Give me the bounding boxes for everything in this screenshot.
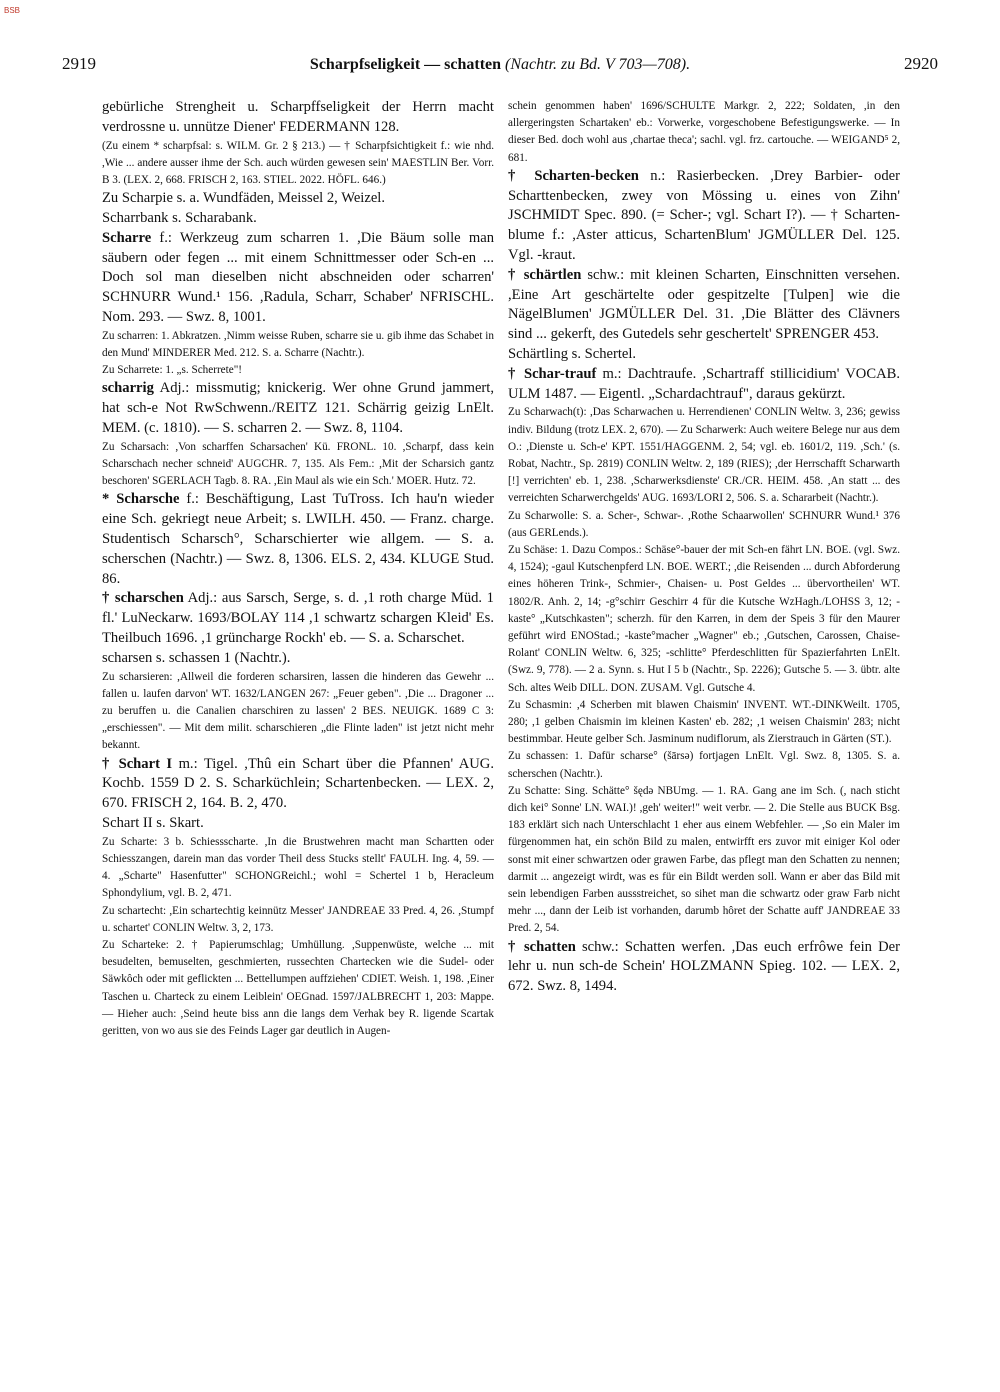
entry-lemma: † schatten (508, 938, 576, 955)
entry-text: schw.: mit kleinen Scharten, Einschnitten versehen. ,Eine Art geschärtelte oder gespitzelte [Tulpen] wie die NägelBlumen' JGMÜLLER Del. 31. ,Die Blätter des Clävners sind ... gekerft, des Gutedels sehr geschertelt' SPRENGER 453. (508, 266, 900, 343)
entry-text: Zu Schasmin: ,4 Scherben mit blawen Chaismin' INVENT. WT.-DINKWeilt. 1705, 280; ,1 gelben Chaismin im kleinen Kasten' eb. 282; ,1 weisen Chaismin' 283; nicht bestimmbar. Heute gelber Sch. Jasminum nudiflorum, als Zierstrauch in Gärten (ST.). (508, 698, 900, 746)
running-head (310, 56, 690, 74)
entry-text: Zu scharsieren: ,Allweil die forderen scharsiren, lassen die hinderen das Gewehr ... fallen u. laufen darvon' WT. 1632/LANGEN 267: „Feuer geben". ,Die ... Dragoner ... zu beruffen u. die Canalien charschiren zu lassen' 2 BES. NEUIGK. 1689 C 3: „erschiessen". — Mit dem milit. scharschieren „die Flinte laden" ist jetzt nicht mehr bekannt. (102, 670, 494, 752)
dictionary-entry (102, 903, 494, 937)
dictionary-entry (102, 439, 494, 491)
entry-text: Schart II s. Skart. (102, 814, 204, 831)
entry-text: Zu Scharwolle: S. a. Scher-, Schwar-. ,Rothe Schaarwollen' SCHNURR Wund.¹ 376 (aus GERLends.). (508, 509, 900, 539)
entry-text: scharsen s. schassen 1 (Nachtr.). (102, 649, 291, 666)
dictionary-entry (102, 490, 494, 589)
dictionary-entry (508, 404, 900, 507)
dictionary-entry (102, 189, 494, 209)
running-note: (Nachtr. zu Bd. V 703—708). (505, 56, 691, 73)
dictionary-entry (102, 814, 494, 834)
dictionary-entry (508, 266, 900, 345)
entry-text: schein genommen haben' 1696/SCHULTE Markgr. 2, 222; Soldaten, ,in den allergeringsten Schartaken' eb.: Vorwerke, vorgeschobene Befestigungswerke. — In dieser Bed. doch wohl aus ,chartae theca'; sachl. vgl. frz. cartouche. — WEIGAND⁵ 2, 681. (508, 100, 900, 164)
dictionary-entry (508, 542, 900, 697)
entry-text: Zu schassen: 1. Dafür scharse° (šārsə) fortjagen LnElt. Vgl. Swz. 8, 1305. S. a. scherschen (Nachtr.). (508, 750, 900, 780)
dictionary-entry (102, 834, 494, 903)
entry-text: Adj.: missmutig; knickerig. Wer ohne Grund jammert, hat sch-e Not RwSchwenn./REITZ 121. Schärrig geizig LnElt. MEM. (c. 1810). — S. scharren 2. — Swz. 8, 1104. (102, 380, 494, 436)
entry-text: Zu Schatte: Sing. Schätte° šędə NBUmg. — 1. RA. Gang ane im Sch. (, nach sticht dich kei° Sonne' LN. WAI.)! ,geh' weiter!" weit verbr. — 2. Die Stelle aus BUCK Bsg. 183 erklärt sich nach Unterschlacht 1 eher aus einem Webfehler. — ,So ein Maler im fürgenommen hat, ein schön Bild zu malen, entwirfft ers zuvor mit einiger Kol oder sonst mit einer schwartzen oder grawen Farbe, das pflegt man den Schatten zu nennen; darmit ... angezeigt wirdt, was es für ein Bildt werden soll. Wann er aber das Bild mit sein lebendigen Farben aussstreichet, so sihet man die schwartz oder graw Farb nicht mehr ..., dann der Leib ist vorhanden, darumb hôret der Schatte auff' JANDREAE 33 Pred. 2, 54. (508, 784, 900, 935)
entry-text: f.: Werkzeug zum scharren 1. ,Die Bäum solle man säubern oder fegen ... mit einem Schnittmesser oder Sch-en ... Doch sol man dieselben nicht abschneiden oder scharren' SCHNURR Wund.¹ 156. ,Radula, Scharr, Schaber' NFRISCHL. Nom. 293. — Swz. 8, 1001. (102, 229, 494, 325)
dictionary-entry (508, 697, 900, 749)
entry-lemma: † Schart I (102, 755, 173, 772)
entry-text: Schärtling s. Schertel. (508, 345, 637, 362)
entry-text: m.: Dachtraufe. ,Schartraff stillicidium' VOCAB. ULM 1487. — Eigentl. „Schardachtrauf", daraus gekürzt. (508, 365, 901, 402)
dictionary-entry (508, 365, 900, 405)
dictionary-entry (102, 649, 494, 669)
entry-text: f.: Beschäftigung, Last TuTross. Ich hau'n wieder eine Sch. gekriegt neue Arbeit; s. LWILH. 450. — Franz. charge. Studentisch Scharsch°, Scharschierter wie allgem. — S. a. scherschen (Nachtr.) — Swz. 8, 1306. ELS. 2, 434. KLUGE Stud. 86. (102, 491, 494, 587)
entry-text: Scharrbank s. Scharabank. (102, 210, 257, 226)
dictionary-entry (102, 589, 494, 648)
entry-text: Zu Scharrete: 1. „s. Scherrete"! (102, 364, 242, 377)
entry-text: Zu Scharteke: 2. † Papierumschlag; Umhüllung. ,Suppenwüste, welche ... mit besudelten, bemuselten, geschmierten, russechten Chartecken wie die Sudel- oder Säwkôch oder mit geflickten ... Bettellumpen auffziehen' CDIET. Weish. 1, 198. ,Einer Taschen u. Charteck zu einem Leiblein' OEGnad. 1597/JALBRECHT 1, 203: Mappe. — Hieher auch: ,Seind heute biss ann die langs dem Verhak bey R. ligende Scartak geritten, von wo aus sie des Feinds Lager gar deutlich in Augen- (102, 938, 494, 1037)
entry-lemma: † Schar-trauf (508, 365, 597, 382)
entry-lemma: † scharschen (102, 590, 184, 607)
dictionary-entry (508, 167, 900, 266)
running-title: Scharpfseligkeit — schatten (309, 56, 502, 73)
entry-text: gebürliche Strengheit u. Scharpffseligkeit der Herrn macht verdrossne u. unnütze Diener' FEDERMANN 128. (102, 99, 494, 135)
entry-text: m.: Tigel. ,Thû ein Schart über die Pfannen' AUG. Kochb. 1559 D 2. S. Scharküchlein; Schartenbecken. — LEX. 2, 670. FRISCH 2, 164. B. 2, 470. (102, 755, 494, 812)
dictionary-entry (102, 328, 494, 362)
dictionary-entry (102, 209, 494, 229)
entry-lemma: † schärtlen (508, 266, 582, 283)
entry-text: Zu Schäse: 1. Dazu Compos.: Schäse°-bauer der mit Sch-en fährt LN. BOE. (vgl. Swz. 4, 1524); -gaul Kutschenpferd LN. BOE. WERT.; ,die Reisenden ... durch Abforderung eines höheren Trink-, Schmier-, Chaisen- u. Post Geldes ... übervortheilen' WT. 1802/R. Anh. 2, 14; -g°schirr Geschirr 4 für die Kutsche WzHagh./LOHSS 3, 12; -kaste° „Kutschkasten"; scherzh. für den Karren, in dem der Speis 3 für den Maurer geführt wird ENOStad.; -kaste°macher „Wagner" eb.; ,Gutschen, Carossen, Chaise-Rolant' CONLIN Weltw. 6, 325; -schlitte° Pferdeschlitten für Spazierfahrten LnElt. (Swz. 9, 778). — 2 a. Synn. s. Hut I 5 b (Nachtr., Sp. 2226); Gutsche 5. — 3. übtr. alte Sch. altes Weib DILL. DON. ZUSAM. Vgl. Gutsche 4. (508, 544, 900, 694)
entry-text: n.: Rasierbecken. ,Drey Barbier- oder Scharttenbecken, zwey von Mössing u. eines von Zihn' JSCHMIDT Spec. 890. (= Scher-; vgl. Schart I?). — † Scharten-blume f.: ,Aster atticus, SchartenBlum' JGMÜLLER Del. 125. Vgl. -kraut. (508, 167, 900, 263)
entry-text: Zu schartecht: ,Ein schartechtig keinnütz Messer' JANDREAE 33 Pred. 4, 26. ,Stumpf u. schartet' CONLIN Weltw. 3, 2, 173. (102, 904, 494, 934)
right-column (508, 98, 900, 997)
entry-text: schw.: Schatten werfen. ,Das euch erfrôwe fein Der lehr u. nun sch-de Schein' HOLZMANN Spieg. 102. — LEX. 2, 672. Swz. 8, 1494. (508, 938, 900, 995)
dictionary-entry (102, 229, 494, 328)
entry-text: Zu Scharsach: ,Von scharffen Scharsachen' Kü. FRONL. 10. ,Scharpf, dass kein Scharschach necher schneid' AUGCHR. 7, 135. Als Fem.: ,Mit der Scharsich gantz beschoren' SGERLACH Tagb. 8. RA. ,Ein Maul als wie ein Sch.' MOER. Hutz. 72. (102, 440, 494, 488)
entry-text: (Zu einem * scharpfsal: s. WILM. Gr. 2 § 213.) — † Scharpfsichtigkeit f.: wie nhd. ,Wie ... andere ausser ihme der Sch. auch würden gewesen sein' MAESTLIN Ber. Vorr. B 3. (LEX. 2, 668. FRISCH 2, 163. STIEL. 2022. HÖFL. 646.) (102, 139, 494, 186)
entry-text: Adj.: aus Sarsch, Serge, s. d. ,1 roth charge Müd. 1 fl.' LuNeckarw. 1693/BOLAY 114 ,1 schwartz schargen Kleid' Es. Theilbuch 1696. ,1 grünchargе Rockh' eb. — S. a. Scharschet. (102, 590, 494, 646)
dictionary-entry (102, 98, 494, 138)
dictionary-entry (102, 379, 494, 438)
dictionary-entry (508, 98, 900, 167)
library-mark: BSB (4, 6, 21, 15)
dictionary-entry (508, 345, 900, 365)
dictionary-entry (102, 138, 494, 190)
dictionary-entry (508, 938, 900, 997)
entry-lemma: Scharre (102, 229, 152, 246)
dictionary-entry (508, 508, 900, 542)
page-number-right: 2920 (904, 54, 938, 73)
entry-text: Zu Scharpie s. a. Wundfäden, Meissel 2, Weizel. (102, 190, 386, 207)
dictionary-entry (508, 783, 900, 938)
entry-lemma: scharrig (102, 380, 154, 397)
left-column (102, 98, 494, 1040)
entry-text: Zu Scharwach(t): ,Das Scharwachen u. Herrendienen' CONLIN Weltw. 3, 236; gewiss indiv. Bildung (trotz LEX. 2, 670). — Zu Scharwerk: Auch weitere Belege nur aus dem O.: ,Dienste u. Sch-e' KPT. 1551/HAGGENM. 2, 54; vgl. eb. 1601/2, 119. ,Sch.' (s. Robat, Nachtr., Sp. 2819) CONLIN Weltw. 2, 189 (RIES); ,der Herrschafft Scharwarth [!] verrichten' eb. 1, 238. ,Scharwerksdienste' CR./CR. HEIM. 458. ,An statt ... des verreichten Scharwerchgelds' AUG. 1693/LORI 2, 506. S. a. Schararbeit (Nachtr.). (508, 406, 900, 505)
entry-lemma: * Scharsche (102, 491, 180, 508)
dictionary-entry (508, 748, 900, 782)
dictionary-entry (102, 669, 494, 755)
entry-lemma: † Scharten-becken (508, 167, 639, 184)
entry-text: Zu Scharte: 3 b. Schiessscharte. ,In die Brustwehren macht man Schartten oder Schiesszangen, darein man das vorder Theil dess Stucks stellt' FAULH. Ing. 4, 59. — 4. „Scharte" Hasenfutter" SCHONGReichl.; wohl = Schertel 1 b, Heracleum Sphondylium, vgl. B. 2, 471. (102, 835, 494, 900)
dictionary-entry (102, 755, 494, 814)
page-number-left: 2919 (62, 54, 96, 73)
dictionary-entry (102, 362, 494, 379)
page-header (62, 54, 938, 84)
entry-text: Zu scharren: 1. Abkratzen. ,Nimm weisse Ruben, scharre sie u. gib ihme das Schabet in den Mund' MINDERER Med. 212. S. a. Scharre (Nachtr.). (102, 329, 494, 359)
dictionary-entry (102, 937, 494, 1040)
